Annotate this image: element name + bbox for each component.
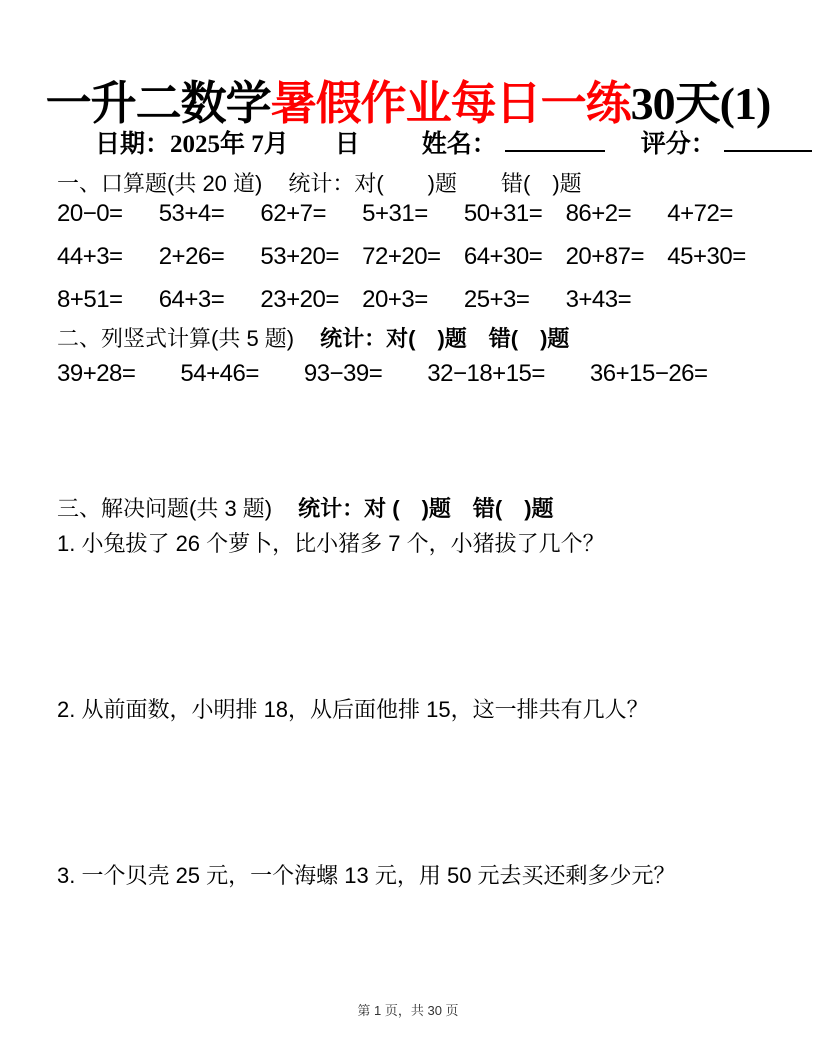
vertical-calc-problem: 54+46= bbox=[180, 360, 259, 387]
vertical-calc-problem: 32−18+15= bbox=[427, 360, 545, 387]
oral-problem: 20+87= bbox=[565, 243, 644, 270]
section2-stats: 统计：对( )题 错( )题 bbox=[320, 326, 570, 351]
oral-problem: 62+7= bbox=[260, 200, 326, 227]
oral-problem: 4+72= bbox=[667, 200, 733, 227]
vertical-calc-problem: 39+28= bbox=[57, 360, 136, 387]
section3-title: 三、解决问题(共 3 题) bbox=[57, 496, 273, 521]
oral-problems-row2 bbox=[57, 243, 769, 271]
oral-problem: 50+31= bbox=[463, 200, 543, 227]
oral-problem: 2+26= bbox=[158, 243, 225, 270]
oral-problems-row3 bbox=[57, 286, 769, 314]
title-black-prefix: 一升二数学 bbox=[45, 77, 271, 129]
page-number-footer: 第 1 页，共 30 页 bbox=[357, 1003, 459, 1018]
oral-problem: 44+3= bbox=[57, 243, 123, 270]
oral-problem: 86+2= bbox=[565, 200, 632, 227]
title-black-suffix: 30天(1) bbox=[630, 77, 771, 129]
oral-problem: 64+30= bbox=[463, 243, 543, 270]
oral-problem: 45+30= bbox=[667, 243, 746, 270]
oral-problem: 5+31= bbox=[362, 200, 428, 227]
name-label: 姓名： bbox=[421, 131, 497, 158]
section2-title: 二、列竖式计算(共 5 题) bbox=[57, 326, 295, 351]
oral-problem: 20+3= bbox=[362, 286, 428, 313]
date-label: 日期：2025年 7月 bbox=[95, 131, 289, 158]
name-blank-line bbox=[505, 126, 605, 152]
section2-header bbox=[57, 322, 569, 353]
section1-title: 一、口算题(共 20 道) bbox=[57, 171, 263, 196]
word-problem-3: 3. 一个贝壳 25 元，一个海螺 13 元，用 50 元去买还剩多少元？ bbox=[57, 863, 676, 888]
oral-problem: 53+4= bbox=[158, 200, 225, 227]
oral-problem: 53+20= bbox=[260, 243, 339, 270]
word-problem-1: 1. 小兔拔了 26 个萝卜，比小猪多 7 个，小猪拔了几个？ bbox=[57, 531, 605, 556]
section3-header bbox=[57, 492, 554, 523]
vertical-calc-problem: 36+15−26= bbox=[589, 360, 708, 387]
score-blank-line bbox=[724, 126, 812, 152]
oral-problem: 72+20= bbox=[362, 243, 441, 270]
oral-problem: 23+20= bbox=[260, 286, 339, 313]
day-label: 日 bbox=[334, 131, 360, 158]
oral-problem: 3+43= bbox=[565, 286, 632, 313]
oral-problem: 64+3= bbox=[158, 286, 225, 313]
info-line bbox=[95, 124, 812, 160]
oral-problem: 8+51= bbox=[57, 286, 123, 313]
vertical-calc-problem: 93−39= bbox=[303, 360, 383, 387]
section1-header bbox=[57, 167, 582, 198]
page-title bbox=[0, 67, 816, 133]
oral-problem: 20−0= bbox=[57, 200, 123, 227]
vertical-calc-problems bbox=[57, 360, 708, 388]
oral-problems-row1 bbox=[57, 200, 769, 228]
title-red-middle: 暑假作业每日一练 bbox=[270, 77, 631, 129]
section3-stats: 统计：对 ( )题 错( )题 bbox=[298, 496, 554, 521]
oral-problem: 25+3= bbox=[463, 286, 530, 313]
section1-stats: 统计：对( )题 错( )题 bbox=[288, 171, 582, 196]
word-problem-2: 2. 从前面数，小明排 18，从后面他排 15，这一排共有几人？ bbox=[57, 697, 649, 722]
score-label: 评分： bbox=[640, 131, 716, 158]
